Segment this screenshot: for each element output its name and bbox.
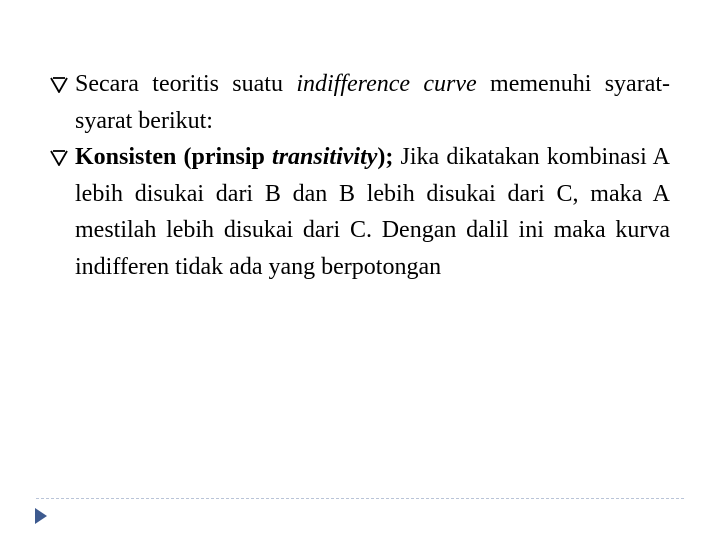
check-arrow-icon <box>48 139 70 175</box>
footer-divider <box>36 498 684 499</box>
bullet-text-suffix: memenuhi syarat-syarat berikut: <box>75 71 671 134</box>
bullet-item-intro <box>48 66 670 139</box>
bullet-text-prefix: Secara teoritis suatu <box>75 71 297 97</box>
bullet-item-konsisten <box>48 139 670 285</box>
triangle-right-icon <box>34 507 48 530</box>
bullet-body-text: Jika dikatakan kombinasi A lebih disukai dari B dan B lebih disukai dari C, maka A mestilah lebih disukai dari C. Dengan dalil ini maka kurva indifferen tidak ada yang berpotongan <box>75 144 670 280</box>
heading-close: ); <box>377 144 394 170</box>
term-indifference-curve: indifference curve <box>296 71 477 97</box>
slide-content <box>48 66 670 285</box>
check-arrow-icon <box>48 66 70 102</box>
term-transitivity: transitivity <box>272 144 378 170</box>
heading-konsisten: Konsisten (prinsip <box>75 144 273 170</box>
